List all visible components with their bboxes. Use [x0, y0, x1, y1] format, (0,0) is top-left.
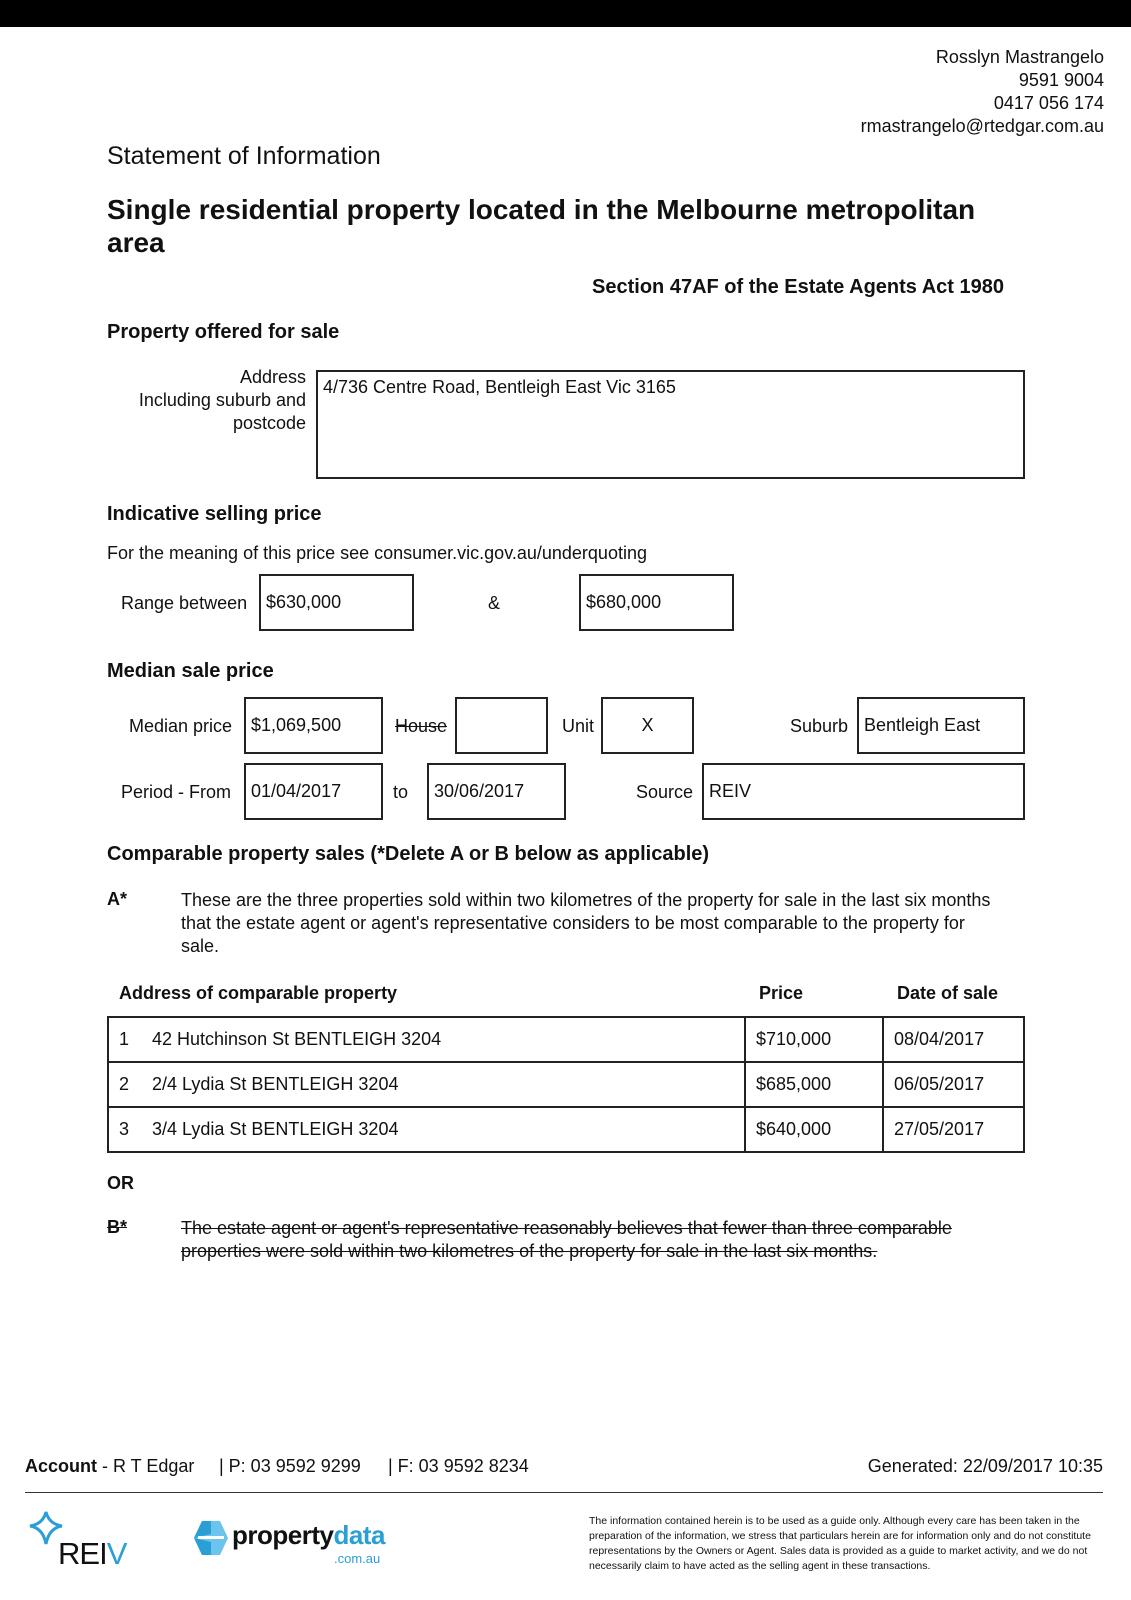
agent-email: rmastrangelo@rtedgar.com.au [860, 116, 1104, 136]
reiv-wordmark: REIV [58, 1536, 127, 1571]
document-type: Statement of Information [107, 142, 381, 170]
range-and: & [488, 593, 501, 613]
house-field[interactable] [455, 697, 548, 754]
footer-account [25, 1456, 194, 1477]
row-number: 3 [108, 1107, 152, 1152]
comparable-table [107, 1016, 1025, 1153]
agent-name: Rosslyn Mastrangelo [935, 47, 1104, 67]
account-label: Account [25, 1456, 97, 1476]
propertydata-domain: .com.au [334, 1551, 381, 1566]
row-date: 27/05/2017 [883, 1107, 1024, 1152]
propertydata-hexagon-icon [193, 1520, 229, 1556]
top-bar [0, 0, 1131, 27]
row-date: 06/05/2017 [883, 1062, 1024, 1107]
price-high-field[interactable]: $680,000 [579, 574, 734, 631]
indicative-note: For the meaning of this price see consumer.vic.gov.au/underquoting [107, 543, 647, 563]
option-b-text: The estate agent or agent's representative reasonably believes that fewer than three comparable properties were sold within two kilometres of the property for sale in the last six months. [181, 1218, 952, 1261]
row-number: 1 [108, 1017, 152, 1062]
period-to-label: to [393, 782, 409, 802]
propertydata-logo [193, 1520, 403, 1580]
reiv-logo [28, 1510, 138, 1580]
option-b-marker: B* [107, 1217, 128, 1237]
column-header-address: Address of comparable property [119, 983, 398, 1003]
footer-phone: | P: 03 9592 9299 [219, 1456, 361, 1476]
row-date: 08/04/2017 [883, 1017, 1024, 1062]
unit-field[interactable]: X [601, 697, 694, 754]
address-label [139, 366, 306, 435]
propertydata-wordmark [232, 1520, 385, 1551]
indicative-heading: Indicative selling price [107, 503, 322, 525]
footer-disclaimer: The information contained herein is to be used as a guide only. Although every care has been taken in the preparation of the information, we stress that particulars herein are for information only and do not constitute representations by the Owners or Agent. Sales data is provided as a guide to market activity, and we do not necessarily claim to have acted as the selling agent in these transactions. [589, 1515, 1091, 1572]
column-header-price: Price [759, 983, 804, 1003]
address-field[interactable]: 4/736 Centre Road, Bentleigh East Vic 3165 [316, 370, 1025, 479]
section-reference: Section 47AF of the Estate Agents Act 1980 [592, 276, 1004, 298]
agent-mobile: 0417 056 174 [993, 93, 1104, 113]
median-price-field[interactable]: $1,069,500 [244, 697, 383, 754]
row-price: $640,000 [745, 1107, 883, 1152]
suburb-field[interactable]: Bentleigh East [857, 697, 1025, 754]
median-heading: Median sale price [107, 660, 274, 682]
address-label-line: Including suburb and [138, 390, 306, 410]
table-row [108, 1107, 1024, 1152]
row-price: $710,000 [745, 1017, 883, 1062]
address-label-line: Address [239, 367, 306, 387]
source-label: Source [636, 782, 694, 802]
or-separator: OR [107, 1173, 134, 1193]
propertydata-word-accent: data [333, 1520, 385, 1550]
address-label-line: postcode [232, 413, 306, 433]
property-heading: Property offered for sale [107, 321, 340, 343]
row-address: 2/4 Lydia St BENTLEIGH 3204 [152, 1062, 745, 1107]
propertydata-word-main: property [232, 1520, 334, 1550]
price-low-field[interactable]: $630,000 [259, 574, 414, 631]
footer-divider [25, 1492, 1103, 1493]
row-price: $685,000 [745, 1062, 883, 1107]
agent-phone: 9591 9004 [1018, 70, 1104, 90]
agent-contact [861, 46, 1104, 138]
page-title: Single residential property located in the Melbourne metropolitan area [107, 194, 976, 258]
period-to-field[interactable]: 30/06/2017 [427, 763, 566, 820]
comparable-heading: Comparable property sales (*Delete A or B below as applicable) [107, 843, 710, 865]
option-a-marker: A* [107, 889, 128, 909]
row-address: 3/4 Lydia St BENTLEIGH 3204 [152, 1107, 745, 1152]
option-a-text: These are the three properties sold within two kilometres of the property for sale in the last six months that the estate agent or agent's representative considers to be most comparable to the property for sale. [181, 890, 991, 956]
row-address: 42 Hutchinson St BENTLEIGH 3204 [152, 1017, 745, 1062]
table-row [108, 1062, 1024, 1107]
column-header-date: Date of sale [897, 983, 999, 1003]
generated-timestamp: Generated: 22/09/2017 10:35 [867, 1456, 1103, 1476]
range-label: Range between [121, 593, 248, 613]
footer-fax: | F: 03 9592 8234 [388, 1456, 529, 1476]
row-number: 2 [108, 1062, 152, 1107]
period-from-label: Period - From [121, 782, 232, 802]
account-name: - R T Edgar [102, 1456, 195, 1476]
period-from-field[interactable]: 01/04/2017 [244, 763, 383, 820]
house-label: House [395, 716, 448, 736]
source-field[interactable]: REIV [702, 763, 1025, 820]
median-price-label: Median price [129, 716, 233, 736]
unit-label: Unit [562, 716, 595, 736]
table-row [108, 1017, 1024, 1062]
suburb-label: Suburb [790, 716, 849, 736]
